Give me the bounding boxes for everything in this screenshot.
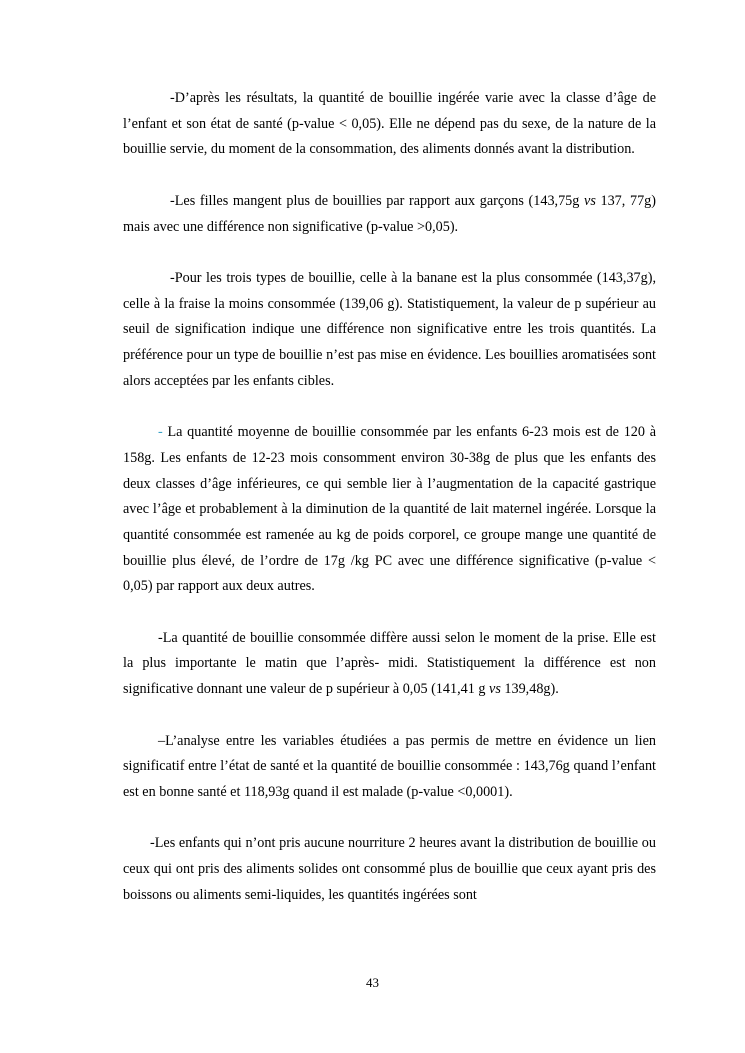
paragraph-age-quantity bbox=[123, 420, 656, 600]
paragraph-spacer bbox=[123, 240, 656, 266]
paragraph-text: 137, 77g) mais avec une différence non significative (p-value >0,05). bbox=[123, 192, 656, 235]
paragraph-text: La quantité moyenne de bouillie consommée par les enfants 6-23 mois est de 120 à 158g. Les enfants de 12-23 mois consomment environ 30-38g de plus que les enfants des deux classes d’âge inférieures, ce qui semble lier à l’augmentation de la capacité gastrique avec l’âge et probablement à la diminution de la quantité de lait maternel ingérée. Lorsque la quantité consommée est ramenée au kg de poids corporel, ce groupe mange une quantité de bouillie plus élevé, de l’ordre de 17g /kg PC avec une différence significative (p-value < 0,05) par rapport aux deux autres. bbox=[123, 424, 656, 595]
paragraph-spacer bbox=[123, 703, 656, 729]
paragraph-text: 139,48g). bbox=[500, 681, 559, 698]
paragraph-spacer bbox=[123, 163, 656, 189]
paragraph-bouillie-types: -Pour les trois types de bouillie, celle à la banane est la plus consommée (143,37g), celle à la fraise la moins consommée (139,06 g). Statistiquement, la valeur de p supérieur au seuil de signification indique une différence non significative entre les trois quantités. La préférence pour un type de bouillie n’est pas mise en évidence. Les bouillies aromatisées sont alors acceptées par les enfants cibles. bbox=[123, 269, 656, 389]
paragraph-spacer bbox=[123, 600, 656, 626]
paragraph-text: -La quantité de bouillie consommée diffère aussi selon le moment de la prise. Elle est la plus importante le matin que l’après- midi. Statistiquement la différence est non significative donnant une valeur de p supérieur à 0,05 (141,41 g bbox=[123, 629, 656, 698]
italic-vs: vs bbox=[584, 192, 596, 209]
paragraph-text: -Les filles mangent plus de bouillies par rapport aux garçons (143,75g bbox=[170, 192, 585, 209]
paragraph-moment bbox=[123, 626, 656, 703]
paragraph-health-analysis: –L’analyse entre les variables étudiées a pas permis de mettre en évidence un lien significatif entre l’état de santé et la quantité de bouillie consommée : 143,76g quand l’enfant est en bonne santé et 118,93g quand il est malade (p-value <0,0001). bbox=[123, 732, 656, 800]
list-dash: - bbox=[158, 424, 163, 441]
paragraph-spacer bbox=[123, 806, 656, 832]
page-number: 43 bbox=[366, 975, 379, 990]
paragraph-spacer bbox=[123, 394, 656, 420]
document-body bbox=[123, 86, 656, 908]
paragraph-sex-difference bbox=[123, 189, 656, 240]
italic-vs: vs bbox=[489, 681, 501, 698]
paragraph-prior-food: -Les enfants qui n’ont pris aucune nourriture 2 heures avant la distribution de bouillie ou ceux qui ont pris des aliments solides ont consommé plus de bouillie que ceux ayant pris des boissons ou aliments semi-liquides, les quantités ingérées sont bbox=[123, 835, 656, 903]
paragraph-age-health: -D’après les résultats, la quantité de bouillie ingérée varie avec la classe d’âge de l’enfant et son état de santé (p-value < 0,05). Elle ne dépend pas du sexe, de la nature de la bouillie servie, du moment de la consommation, des aliments donnés avant la distribution. bbox=[123, 90, 656, 158]
